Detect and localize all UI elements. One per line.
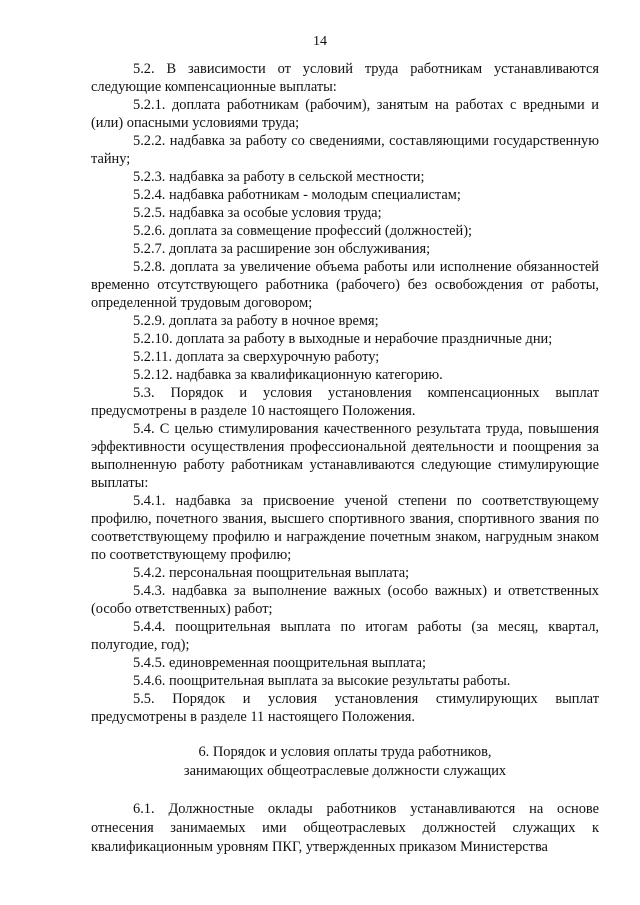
paragraph-5-2-7: 5.2.7. доплата за расширение зон обслуживания; — [133, 241, 431, 257]
paragraph-5-2: 5.2. В зависимости от условий труда работникам устанавливаются следующие компенсационные выплаты: — [91, 61, 599, 95]
paragraph-5-2-6: 5.2.6. доплата за совмещение профессий (должностей); — [133, 223, 472, 239]
paragraph-5-4-2: 5.4.2. персональная поощрительная выплата; — [133, 565, 410, 581]
document-body — [91, 60, 599, 857]
paragraph-5-4: 5.4. С целью стимулирования качественного результата труда, повышения эффективности осуществления профессиональной деятельности и поощрения за выполненную работу работникам устанавливаются следующие стимулирующие выплаты: — [91, 421, 599, 491]
paragraph-5-2-2: 5.2.2. надбавка за работу со сведениями, составляющими государственную тайну; — [91, 133, 599, 167]
paragraph-6-1: 6.1. Должностные оклады работников устанавливаются на основе отнесения занимаемых ими общеотраслевых должностей служащих к квалификационным уровням ПКГ, утвержденных приказом Министерства — [91, 801, 599, 855]
page-number: 14 — [313, 34, 327, 49]
section-6-heading — [91, 743, 599, 781]
paragraph-5-4-3: 5.4.3. надбавка за выполнение важных (особо важных) и ответственных (особо ответственных) работ; — [91, 583, 599, 617]
paragraph-5-2-5: 5.2.5. надбавка за особые условия труда; — [133, 205, 382, 221]
paragraph-5-2-1: 5.2.1. доплата работникам (рабочим), занятым на работах с вредными и (или) опасными условиями труда; — [91, 97, 599, 131]
paragraph-5-5: 5.5. Порядок и условия установления стимулирующих выплат предусмотрены в разделе 11 настоящего Положения. — [91, 691, 599, 725]
section-6-heading-line-2: занимающих общеотраслевые должности служащих — [183, 763, 507, 779]
paragraph-5-2-11: 5.2.11. доплата за сверхурочную работу; — [133, 349, 380, 365]
paragraph-5-2-9: 5.2.9. доплата за работу в ночное время; — [133, 313, 379, 329]
section-6-heading-line-1: 6. Порядок и условия оплаты труда работников, — [198, 744, 492, 760]
paragraph-5-2-8: 5.2.8. доплата за увеличение объема работы или исполнение обязанностей временно отсутствующего работника (рабочего) без освобождения от работы, определенной трудовым договором; — [91, 259, 599, 311]
paragraph-5-2-10: 5.2.10. доплата за работу в выходные и нерабочие праздничные дни; — [133, 331, 553, 347]
paragraph-5-4-5: 5.4.5. единовременная поощрительная выплата; — [133, 655, 426, 671]
paragraph-5-3: 5.3. Порядок и условия установления компенсационных выплат предусмотрены в разделе 10 настоящего Положения. — [91, 385, 599, 419]
paragraph-5-2-4: 5.2.4. надбавка работникам - молодым специалистам; — [133, 187, 461, 203]
paragraph-5-4-6: 5.4.6. поощрительная выплата за высокие результаты работы. — [133, 673, 511, 689]
paragraph-5-2-3: 5.2.3. надбавка за работу в сельской местности; — [133, 169, 425, 185]
paragraph-5-4-1: 5.4.1. надбавка за присвоение ученой степени по соответствующему профилю, почетного звания, высшего спортивного звания, спортивного звания по соответствующему профилю и награждение почетным знаком, нагрудным знаком по соответствующему профилю; — [91, 493, 599, 563]
paragraph-5-4-4: 5.4.4. поощрительная выплата по итогам работы (за месяц, квартал, полугодие, год); — [91, 619, 599, 653]
paragraph-5-2-12: 5.2.12. надбавка за квалификационную категорию. — [133, 367, 443, 383]
